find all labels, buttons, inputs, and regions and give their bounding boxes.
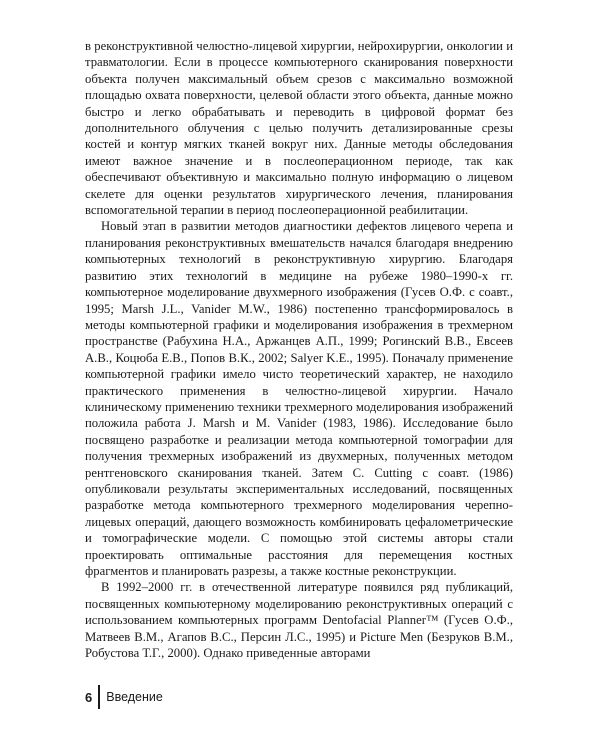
page-footer [85,684,163,710]
running-section-title: Введение [106,690,163,704]
paragraph-1: в реконструктивной челюстно-лицевой хирургии, нейрохирургии, онкологии и травматологии. Если в процессе компьютерного сканирования поверхности объекта получен максимальный объем срезов с максимально возможной площадью охвата поверхности, целевой области этого объекта, данные можно быстро и легко обрабатывать и переводить в цифровой формат без дополнительного облучения с целью получить детализированные срезы костей и контур мягких тканей вокруг них. Данные методы обследования имеют важное значение и в послеоперационном периоде, так как обеспечивают объективную и максимально полную информацию о лицевом скелете для оценки результатов хирургического лечения, планирования вспомогательной терапии в период послеоперационной реабилитации. [85,39,513,218]
paragraph-3: В 1992–2000 гг. в отечественной литературе появился ряд публикаций, посвященных компьютерному моделированию реконструктивных операций с использованием компьютерных программ Dentofacial Planner™ (Гусев О.Ф., Матвеев В.М., Агапов В.С., Персин Л.С., 1995) и Picture Men (Безруков В.М., Робустова Т.Г., 2000). Однако приведенные авторами [85,580,513,661]
main-text [85,38,513,661]
paragraph-2: Новый этап в развитии методов диагностики дефектов лицевого черепа и планирования реконструктивных вмешательств начался благодаря внедрению компьютерных технологий в реконструктивную хирургию. Благодаря развитию этих технологий в медицине на рубеже 1980–1990-х гг. компьютерное моделирование двухмерного изображения (Гусев О.Ф. с соавт., 1995; Marsh J.L., Vanider M.W., 1986) постепенно трансформировалось в методы компьютерной графики и моделирования изображения в трехмерном пространстве (Рабухина Н.А., Аржанцев А.П., 1999; Рогинский В.В., Евсеев А.В., Коцюба Е.В., Попов В.К., 2002; Salyer K.E., 1995). Поначалу применение компьютерной графики имело чисто теоретический характер, не находило практического применения в челюстно-лицевой хирургии. Начало клиническому применению техники трехмерного моделирования изображений положила работа J. Marsh и M. Vanider (1983, 1986). Исследование было посвящено разработке и реализации метода компьютерной томографии для получения трехмерных изображений из двухмерных, полученных методом рентгеновского сканирования тканей. Затем C. Cutting с соавт. (1986) опубликовали результаты экспериментальных исследований, посвященных разработке метода компьютерного трехмерного моделирования черепно-лицевых операций, дающего возможность комбинировать цефалометрические и томографические модели. С помощью этой системы авторы стали проектировать оптимальные расстояния для перемещения костных фрагментов и планировать разрезы, а также костные реконструкции. [85,219,513,578]
page-number: 6 [85,689,93,705]
footer-divider [98,685,100,709]
